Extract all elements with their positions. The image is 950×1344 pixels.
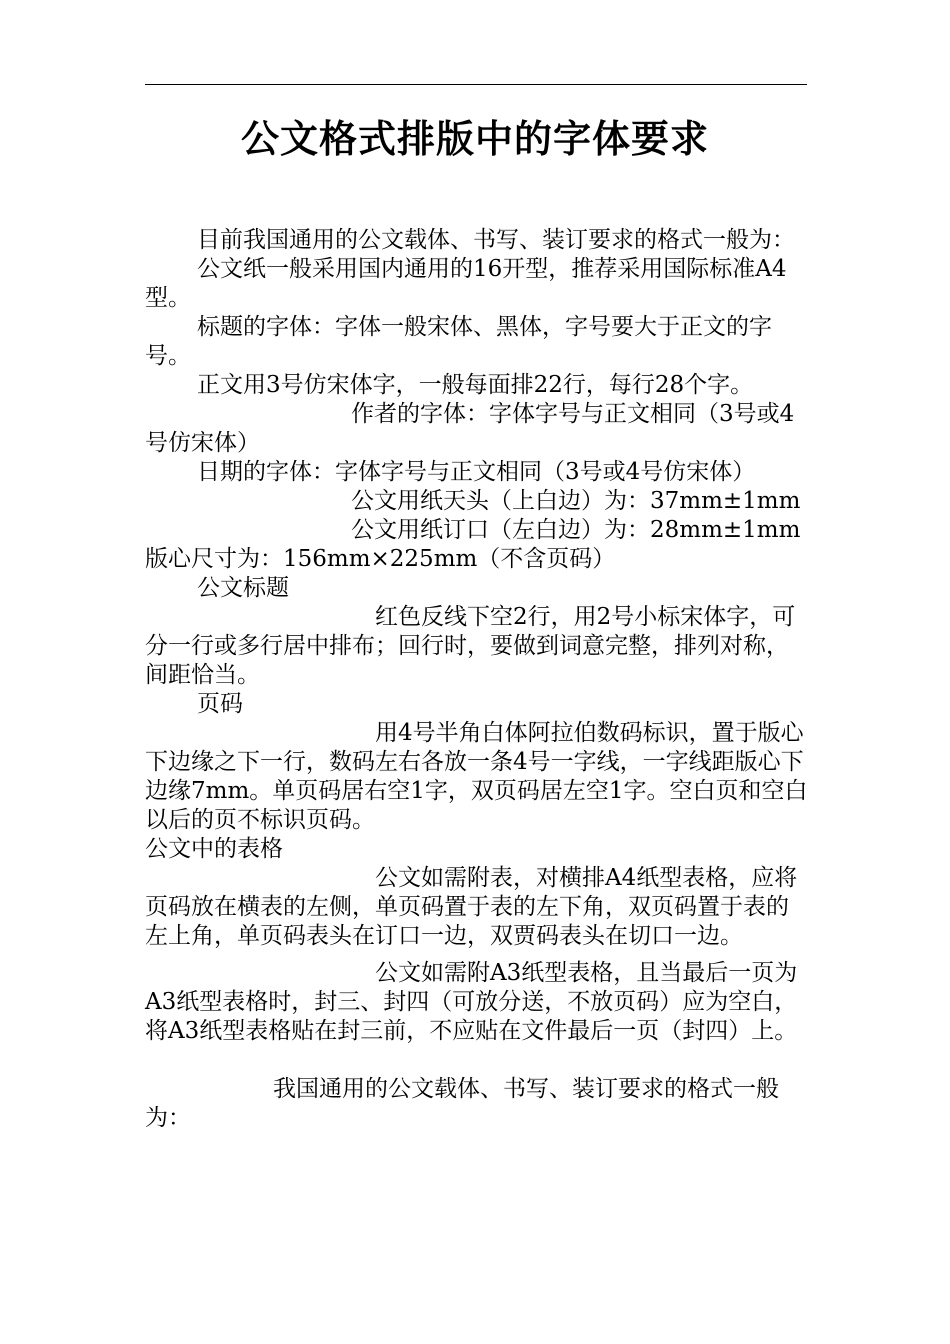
paragraph: 公文如需附A3纸型表格，且当最后一页为A3纸型表格时，封三、封四（可放分送，不放页码）应为空白，将A3纸型表格贴在封三前，不应贴在文件最后一页（封四）上。 [145,960,798,1044]
paragraph: 正文用3号仿宋体字，一般每面排22行，每行28个字。 [197,372,754,398]
section-heading: 页码 [197,691,243,717]
document-body [145,226,810,1133]
paragraph: 标题的字体：字体一般宋体、黑体，字号要大于正文的字号。 [145,314,772,369]
paragraph: 公文纸一般采用国内通用的16开型，推荐采用国际标准A4型。 [145,256,787,311]
paragraph: 目前我国通用的公文载体、书写、装订要求的格式一般为： [197,227,795,253]
paragraph: 红色反线下空2行，用2号小标宋体字，可分一行或多行居中排布；回行时，要做到词意完整，排列对称，间距恰当。 [145,604,796,688]
section-heading: 公文标题 [197,575,289,601]
document-title: 公文格式排版中的字体要求 [240,117,709,161]
header-rule [145,84,807,85]
paragraph: 作者的字体：字体字号与正文相同（3号或4号仿宋体） [145,401,795,456]
paragraph: 用4号半角白体阿拉伯数码标识，置于版心下边缘之下一行，数码左右各放一条4号一字线，一字线距版心下边缘7mm。单页码居右空1字，双页码居左空1字。空白页和空白以后的页不标识页码。 [145,720,808,833]
paragraph: 公文如需附表，对横排A4纸型表格，应将页码放在横表的左侧，单页码置于表的左下角，双页码置于表的左上角，单页码表头在订口一边，双贾码表头在切口一边。 [145,865,798,949]
paragraph: 公文用纸天头（上白边）为：37mm±1mm [351,488,801,514]
paragraph: 日期的字体：字体字号与正文相同（3号或4号仿宋体） [197,459,756,485]
section-heading: 公文中的表格 [145,836,283,862]
paragraph: 公文用纸订口（左白边）为：28mm±1mm 版心尺寸为：156mm×225mm（不含页码） [145,517,801,572]
paragraph: 我国通用的公文载体、书写、装订要求的格式一般为： [145,1076,779,1131]
